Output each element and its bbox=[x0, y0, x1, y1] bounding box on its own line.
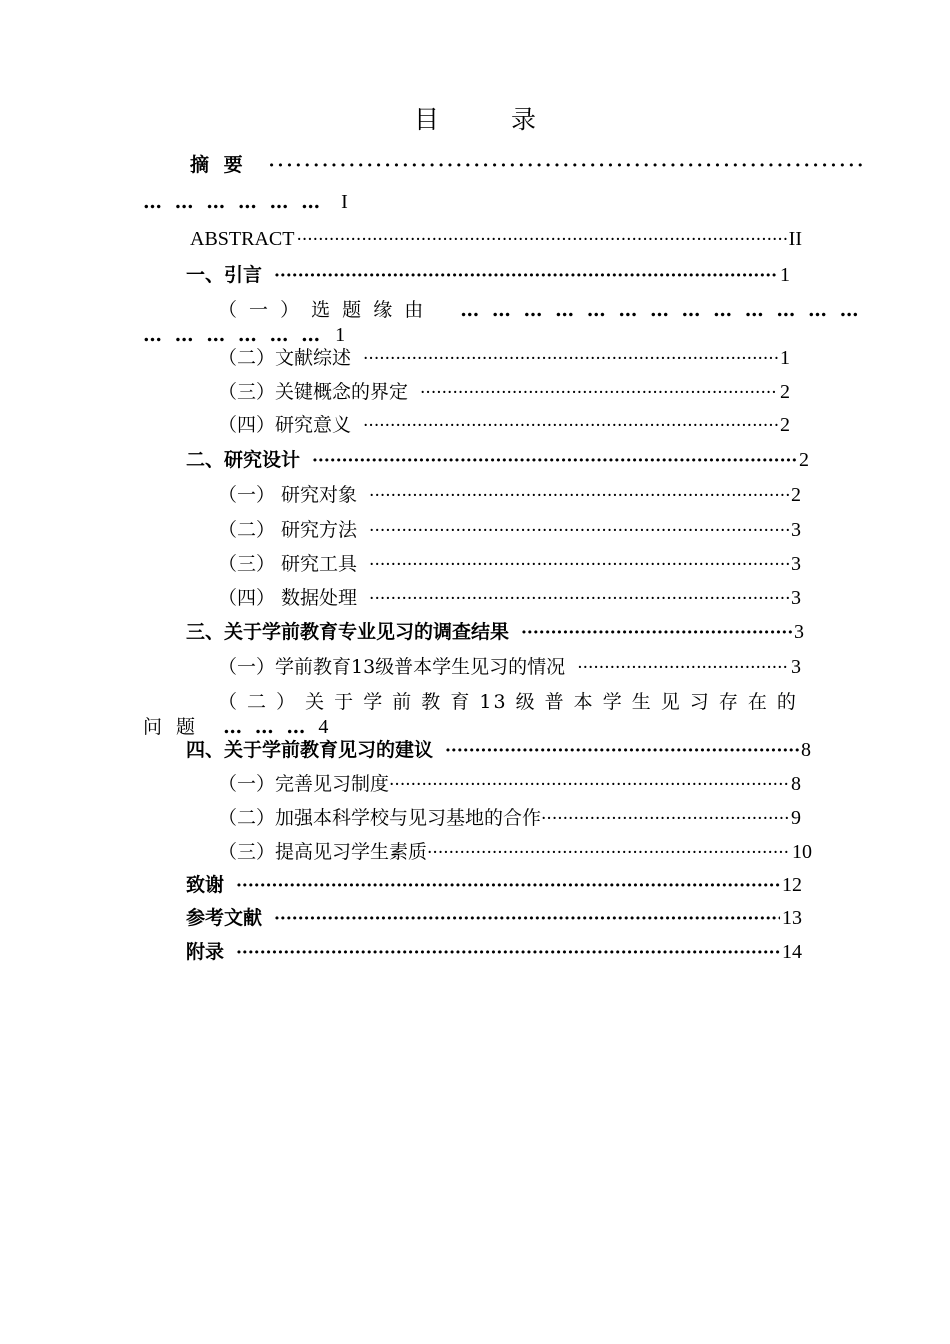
toc-entry-label-cont: 问 题 bbox=[143, 716, 200, 738]
toc-page-number: 2 bbox=[791, 484, 801, 506]
toc-entry-1[interactable] bbox=[186, 263, 790, 288]
toc-entry-3-1[interactable] bbox=[218, 655, 801, 680]
toc-entry-label: （一）完善见习制度 bbox=[218, 773, 390, 795]
toc-entry-label: 致谢 bbox=[186, 874, 225, 896]
toc-leader bbox=[369, 519, 789, 543]
toc-leader bbox=[445, 739, 799, 763]
toc-entry-label: （一）学前教育13级普本学生见习的情况 bbox=[218, 656, 566, 678]
toc-title bbox=[0, 100, 950, 136]
toc-entry-4-3[interactable] bbox=[218, 840, 812, 865]
toc-entry-4-1[interactable] bbox=[218, 772, 801, 797]
toc-entry-label: （二）文献综述 bbox=[218, 347, 352, 369]
toc-entry-label: 一、引言 bbox=[186, 264, 263, 286]
toc-entry-label: （三） 研究工具 bbox=[218, 553, 358, 575]
toc-leader bbox=[236, 941, 780, 965]
toc-page-number: 14 bbox=[782, 941, 802, 963]
toc-entry-3-2[interactable] bbox=[218, 690, 868, 714]
toc-title-char-1: 目 bbox=[413, 105, 439, 134]
toc-leader bbox=[541, 807, 789, 831]
toc-leader bbox=[369, 587, 789, 611]
toc-page-number: 8 bbox=[801, 739, 811, 761]
toc-leader bbox=[420, 381, 778, 405]
toc-entry-label: （二）加强本科学校与见习基地的合作 bbox=[218, 807, 542, 829]
toc-entry-2-2[interactable] bbox=[218, 518, 801, 543]
toc-page-number: 10 bbox=[792, 841, 812, 863]
toc-entry-label: （三）提高见习学生素质 bbox=[218, 841, 428, 863]
toc-entry-1-1[interactable] bbox=[218, 298, 868, 322]
toc-entry-label: 参考文献 bbox=[186, 907, 263, 929]
toc-entry-label: （二） 研究方法 bbox=[218, 519, 358, 541]
toc-leader bbox=[296, 228, 786, 252]
toc-page-number: 2 bbox=[780, 381, 790, 403]
toc-leader-cont: … … … … … … bbox=[143, 324, 324, 346]
toc-entry-label: ABSTRACT bbox=[190, 228, 295, 250]
toc-entry-acknowledgements[interactable] bbox=[186, 873, 802, 898]
toc-entry-1-4[interactable] bbox=[218, 413, 790, 438]
toc-entry-label: 三、关于学前教育专业见习的调查结果 bbox=[186, 621, 510, 643]
toc-entry-label: （ 一 ） 选 题 缘 由 bbox=[218, 299, 427, 321]
toc-page-number: 1 bbox=[780, 264, 790, 286]
toc-page-number: 8 bbox=[791, 773, 801, 795]
toc-page-number: 12 bbox=[782, 874, 802, 896]
toc-entry-3-2-cont bbox=[143, 715, 443, 739]
toc-entry-label: 摘 要 bbox=[190, 154, 247, 176]
toc-entry-2[interactable] bbox=[186, 448, 809, 473]
toc-leader bbox=[521, 621, 792, 645]
toc-leader bbox=[369, 484, 789, 508]
toc-page-number: 3 bbox=[791, 656, 801, 678]
toc-page-number: 3 bbox=[794, 621, 804, 643]
toc-leader bbox=[312, 449, 797, 473]
toc-entry-label: 四、关于学前教育见习的建议 bbox=[186, 739, 434, 761]
toc-entry-label: （一） 研究对象 bbox=[218, 484, 358, 506]
toc-title-char-2: 录 bbox=[511, 105, 537, 134]
toc-page-number: 2 bbox=[780, 414, 790, 436]
toc-page-number: 1 bbox=[335, 324, 346, 346]
toc-entry-2-4[interactable] bbox=[218, 586, 801, 611]
toc-entry-1-2[interactable] bbox=[218, 346, 790, 371]
toc-leader bbox=[363, 414, 778, 438]
toc-leader-cont: … … … … … … bbox=[143, 191, 324, 213]
toc-entry-3[interactable] bbox=[186, 620, 804, 645]
toc-page-number: 9 bbox=[791, 807, 801, 829]
toc-leader bbox=[363, 347, 778, 371]
toc-entry-label: 附录 bbox=[186, 941, 225, 963]
toc-entry-references[interactable] bbox=[186, 906, 802, 931]
toc-leader bbox=[274, 264, 778, 288]
toc-entry-4[interactable] bbox=[186, 738, 811, 763]
toc-page-number: 1 bbox=[780, 347, 790, 369]
toc-entry-1-1-cont bbox=[143, 323, 443, 347]
toc-leader bbox=[369, 553, 789, 577]
toc-leader: … … … … … … … … … … … … … bbox=[460, 299, 862, 321]
toc-entry-label: （四）研究意义 bbox=[218, 414, 352, 436]
toc-leader-cont: … … … bbox=[223, 716, 309, 738]
toc-leader bbox=[389, 773, 789, 797]
toc-entry-abstract-cn-cont bbox=[143, 190, 443, 214]
toc-page-number: II bbox=[788, 228, 802, 250]
toc-entry-4-2[interactable] bbox=[218, 806, 801, 831]
toc-leader bbox=[236, 874, 780, 898]
toc-entry-abstract-cn[interactable] bbox=[190, 153, 865, 178]
toc-entry-label: （ 二 ） 关 于 学 前 教 育 13 级 普 本 学 生 见 习 存 在 的 bbox=[218, 691, 798, 713]
toc-page-number: 13 bbox=[782, 907, 802, 929]
toc-page-number: 3 bbox=[791, 519, 801, 541]
toc-leader bbox=[577, 656, 789, 680]
toc-page-number: 2 bbox=[799, 449, 809, 471]
toc-entry-abstract-en[interactable] bbox=[190, 227, 802, 252]
toc-entry-appendix[interactable] bbox=[186, 940, 802, 965]
toc-entry-label: （四） 数据处理 bbox=[218, 587, 358, 609]
toc-leader bbox=[269, 154, 863, 178]
toc-entry-2-3[interactable] bbox=[218, 552, 801, 577]
toc-entry-1-3[interactable] bbox=[218, 380, 790, 405]
toc-page-number: 3 bbox=[791, 553, 801, 575]
toc-leader bbox=[274, 907, 780, 931]
toc-leader bbox=[427, 841, 790, 865]
toc-page-number: 4 bbox=[318, 716, 329, 738]
toc-entry-2-1[interactable] bbox=[218, 483, 801, 508]
toc-page-number: I bbox=[341, 191, 348, 213]
toc-entry-label: （三）关键概念的界定 bbox=[218, 381, 409, 403]
toc-entry-label: 二、研究设计 bbox=[186, 449, 301, 471]
toc-page-number: 3 bbox=[791, 587, 801, 609]
